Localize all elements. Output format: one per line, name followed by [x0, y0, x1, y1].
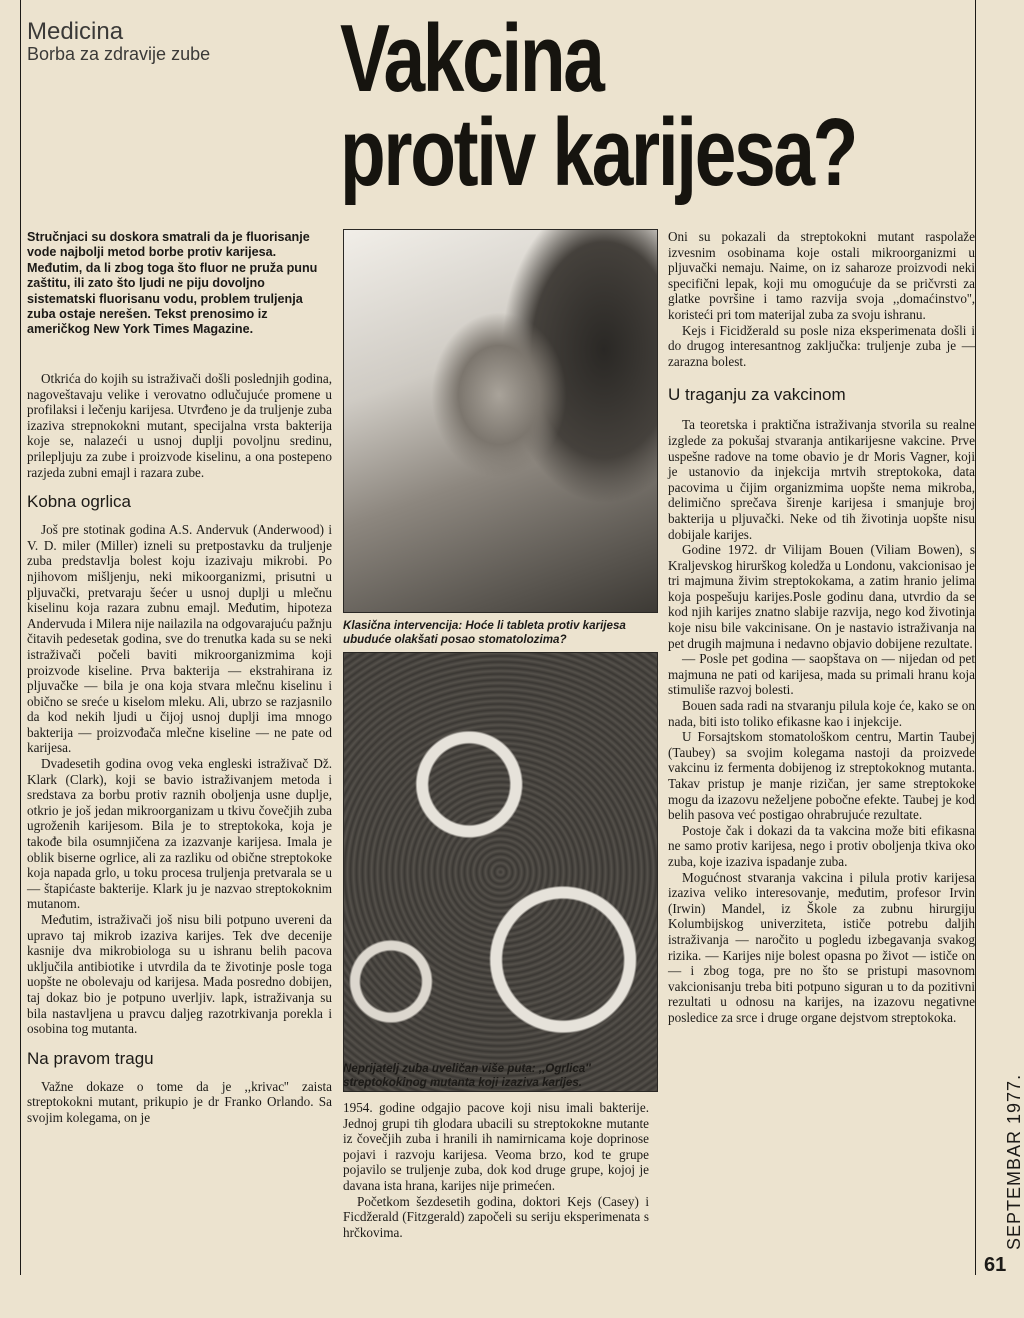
paragraph: — Posle pet godina — saopštava on — nijedan od pet majmuna ne pati od karijesa, mada su primali hranu koja stimuliše razvoj bolesti.	[668, 651, 975, 698]
photo-caption: Klasična intervencija: Hoće li tableta protiv karijesa ubuduće olakšati posao stomatolozima?	[343, 619, 626, 646]
paragraph: Početkom šezdesetih godina, doktori Kejs (Casey) i Ficdžerald (Fitzgerald) započeli su seriju eksperimenata s hrčkovima.	[343, 1193, 649, 1240]
subheading: Na pravom tragu	[27, 1048, 154, 1068]
right-rule	[975, 0, 976, 1275]
lede-paragraph: Stručnjaci su doskora smatrali da je fluorisanje vode najbolji metod borbe protiv karijesa. Međutim, da li zbog toga što fluor ne pruža punu zaštitu, ili zato što ljudi ne piju dovoljno sistematski fluorisanu vodu, problem truljenja zuba ostaje nerešen. Tekst prenosimo iz američkog New York Times Magazine.	[27, 230, 318, 337]
paragraph: Dvadesetih godina ovog veka engleski istraživač Dž. Klark (Clark), koji se bavio istraživanjem metoda i sredstava za borbu protiv raznih oboljenja usne duplje, otkrio je još jedan mikroorganizam u tkivu čovečjih zuba ugroženih karijesom. Bila je to streptokoka, koja je takođe bila osumnjičena za izazvanje karijesa. Imala je oblik biserne ogrlice, ali za razliku od obične streptokoke koja napada grlo, u toku procesa truljenja pretvarala se u — štapićaste bakterije. Klark ju je nazvao streptokoknim mutanom.	[27, 756, 332, 912]
headline	[340, 5, 857, 206]
paragraph: Mogućnost stvaranja vakcina i pilula protiv karijesa izaziva veliko interesovanje, međutim, profesor Irvin (Irwin) Mandel, iz Škole za zubnu hirurgiju Kolumbijskog univerziteta, ističe potrebu daljih istraživanja — naročito u pogledu izbegavanja svakog rizika. — Karijes nije bolest opasna po život — ističe on— i zbog toga, pre no što se pristupi masovnom vakcionisanju treba biti potpuno siguran u to da pozitivni rezultati u odnosu na karijes, na izazovu negativne posledice za srce i druge organe dejstvom streptokoka.	[668, 869, 975, 1025]
paragraph: Bouen sada radi na stvaranju pilula koje će, kako se on nada, biti isto toliko efikasne kao i injekcije.	[668, 698, 975, 729]
right-column	[668, 229, 975, 1026]
headline-line-1: Vakcina	[340, 5, 603, 112]
headline-line-2: protiv karijesa?	[340, 99, 857, 206]
left-column	[27, 371, 332, 1126]
issue-date: SEPTEMBAR 1977.	[1004, 1073, 1024, 1250]
subheading: U traganju za vakcinom	[668, 385, 846, 405]
paragraph: Godine 1972. dr Vilijam Bouen (Viliam Bowen), s Kraljevskog hirurškog koledža u Londonu, vakcionisao je tri majmuna živim streptokokama, a zatim hranio jelima koja pospešuju karijes.Posle godinu dana, utvrdio da se kod njih karijes znatno slabije razvija, nego kod životinja koje nisu bile vakcinisane. On je nastavio istraživanja na pet drugih majmuna i nedavno objavio dobijene rezultate.	[668, 542, 975, 651]
section-label: Medicina	[27, 18, 124, 45]
page-number: 61	[984, 1254, 1007, 1276]
bacteria-micrograph	[343, 652, 658, 1092]
paragraph: 1954. godine odgajio pacove koji nisu imali bakterije. Jednoj grupi tih glodara ubacili su streptokokne mutante iz čovečjih zuba i hranili ih namirnicama koje doprinose pojavi i razvoju karijesa. Veoma brzo, kod te grupe pojavilo se truljenje zuba, dok kod druge grupe, kojoj je davana ista hrana, karijes nije primećen.	[343, 1100, 649, 1193]
dentist-photo	[343, 229, 658, 613]
left-rule	[20, 0, 21, 1275]
paragraph: Oni su pokazali da streptokokni mutant raspolaže izvesnim osobinama koje ostali mikroorganizmi u pljuvački nemaju. Naime, on iz saharoze proizvodi neki specifični lepak, koji mu omogućuje da se pričvrsti za glatke površine i tamo razvija svoja ,,domaćinstvo'', koristeći pri tom materijal zuba za svoju ishranu.	[668, 229, 975, 322]
paragraph: Važne dokaze o tome da je ,,krivac'' zaista streptokokni mutant, prikupio je dr Franko Orlando. Sa svojim kolegama, on je	[27, 1078, 332, 1125]
paragraph: Međutim, istraživači još nisu bili potpuno uvereni da upravo taj mikrob izaziva karijes. Tek dve decenije kasnije dva mikrobiologa su u ishranu belih pacova uključila antibiotike i utvrdila da te životinje posle toga uopšte ne obolevaju od karijesa. Mada posredno dobijen, taj dokaz bio je potpuno uverljiv. lapk, istraživanja su bila nastavljena u pravcu daljeg razotrkivanja porekla i osobina tog mutanta.	[27, 912, 332, 1037]
paragraph: Ta teoretska i praktična istraživanja stvorila su realne izglede za pokušaj stvaranja antikarijesne vakcine. Prve uspešne radove na tome obavio je dr Moris Vagner, koji je ustanovio da injekcija mrtvih streptokoka, data pacovima u čijim organizmima uopšte nema mikroba, delimično sprečava širenje karijesa i smanjuje broj bakterija u pljuvački. Neke od tih životinja uopšte nisu dobijale karijes.	[668, 417, 975, 542]
paragraph: Postoje čak i dokazi da ta vakcina može biti efikasna ne samo protiv karijesa, nego i protiv oboljenja tkiva oko zuba, koje izaziva ispadanje zuba.	[668, 822, 975, 869]
paragraph: Kejs i Ficidžerald su posle niza eksperimenata došli i do drugog interesantnog zaključka: truljenje zuba je — zarazna bolest.	[668, 322, 975, 369]
paragraph: U Forsajtskom stomatološkom centru, Martin Taubej (Taubey) sa svojim kolegama nastoji da proizvede vakcinu iz fermenta dobijenog iz streptokoknog mutanta. Takav pristup je manje rizičan, jer same streptokoke mogu da izazovu neželjene pobočne efekte. Taubej je kod belih pasova već postigao ohrabrujuće rezultate.	[668, 729, 975, 823]
paragraph: Otkrića do kojih su istraživači došli poslednjih godina, nagoveštavaju velike i verovatno odlučujuće promene u profilaksi i lečenju karijesa. Utvrđeno je da truljenje zuba izaziva strepnokokni mutant, specijalna vrsta bakterija koje se, nalazeći u usnoj duplji povoljnu sredinu, prilepljuju za zube i proizvode kiselinu, a ona postepeno razjeda zubni emajl i razara zube.	[27, 371, 332, 480]
subheading: Kobna ogrlica	[27, 492, 131, 512]
middle-column	[343, 1100, 649, 1240]
micrograph-caption: Neprijatelj zuba uveličan više puta: ,,Ogrlica'' streptokokinog mutanta koji izaziva karijes.	[343, 1062, 591, 1089]
subsection-label: Borba za zdravije zube	[27, 44, 211, 64]
paragraph: Još pre stotinak godina A.S. Andervuk (Anderwood) i V. D. miler (Miller) izneli su pretpostavku da truljenje zuba predstavlja bolest koju izazivaju mikrobi. Po njihovom mišljenju, neki mikoorganizmi, prisutni u pljuvački, pretvaraju šećer u usnoj duplji u mlečnu kiselinu koja razara zubnu emajl. Međutim, hipoteza Andervuda i Milera nije nailazila na odgovarajuću pažnju čitavih pedesetak godina, sve do trenutka kada su se neki istraživači počeli baviti mikroorganizmima koji proizvode kiseline. Prva bakterija — ekstrahirana iz pljuvačke — bila je ona koja stvara mlečnu kiselinu i obično se sreće u kiselom mleku. Ali, ubrzo se razjasnilo da kod nekih ljudi u čijoj usnoj duplji ima mnogo bakterija — proizvođača mlečne kiseline — ne pate od karijesa.	[27, 522, 332, 756]
